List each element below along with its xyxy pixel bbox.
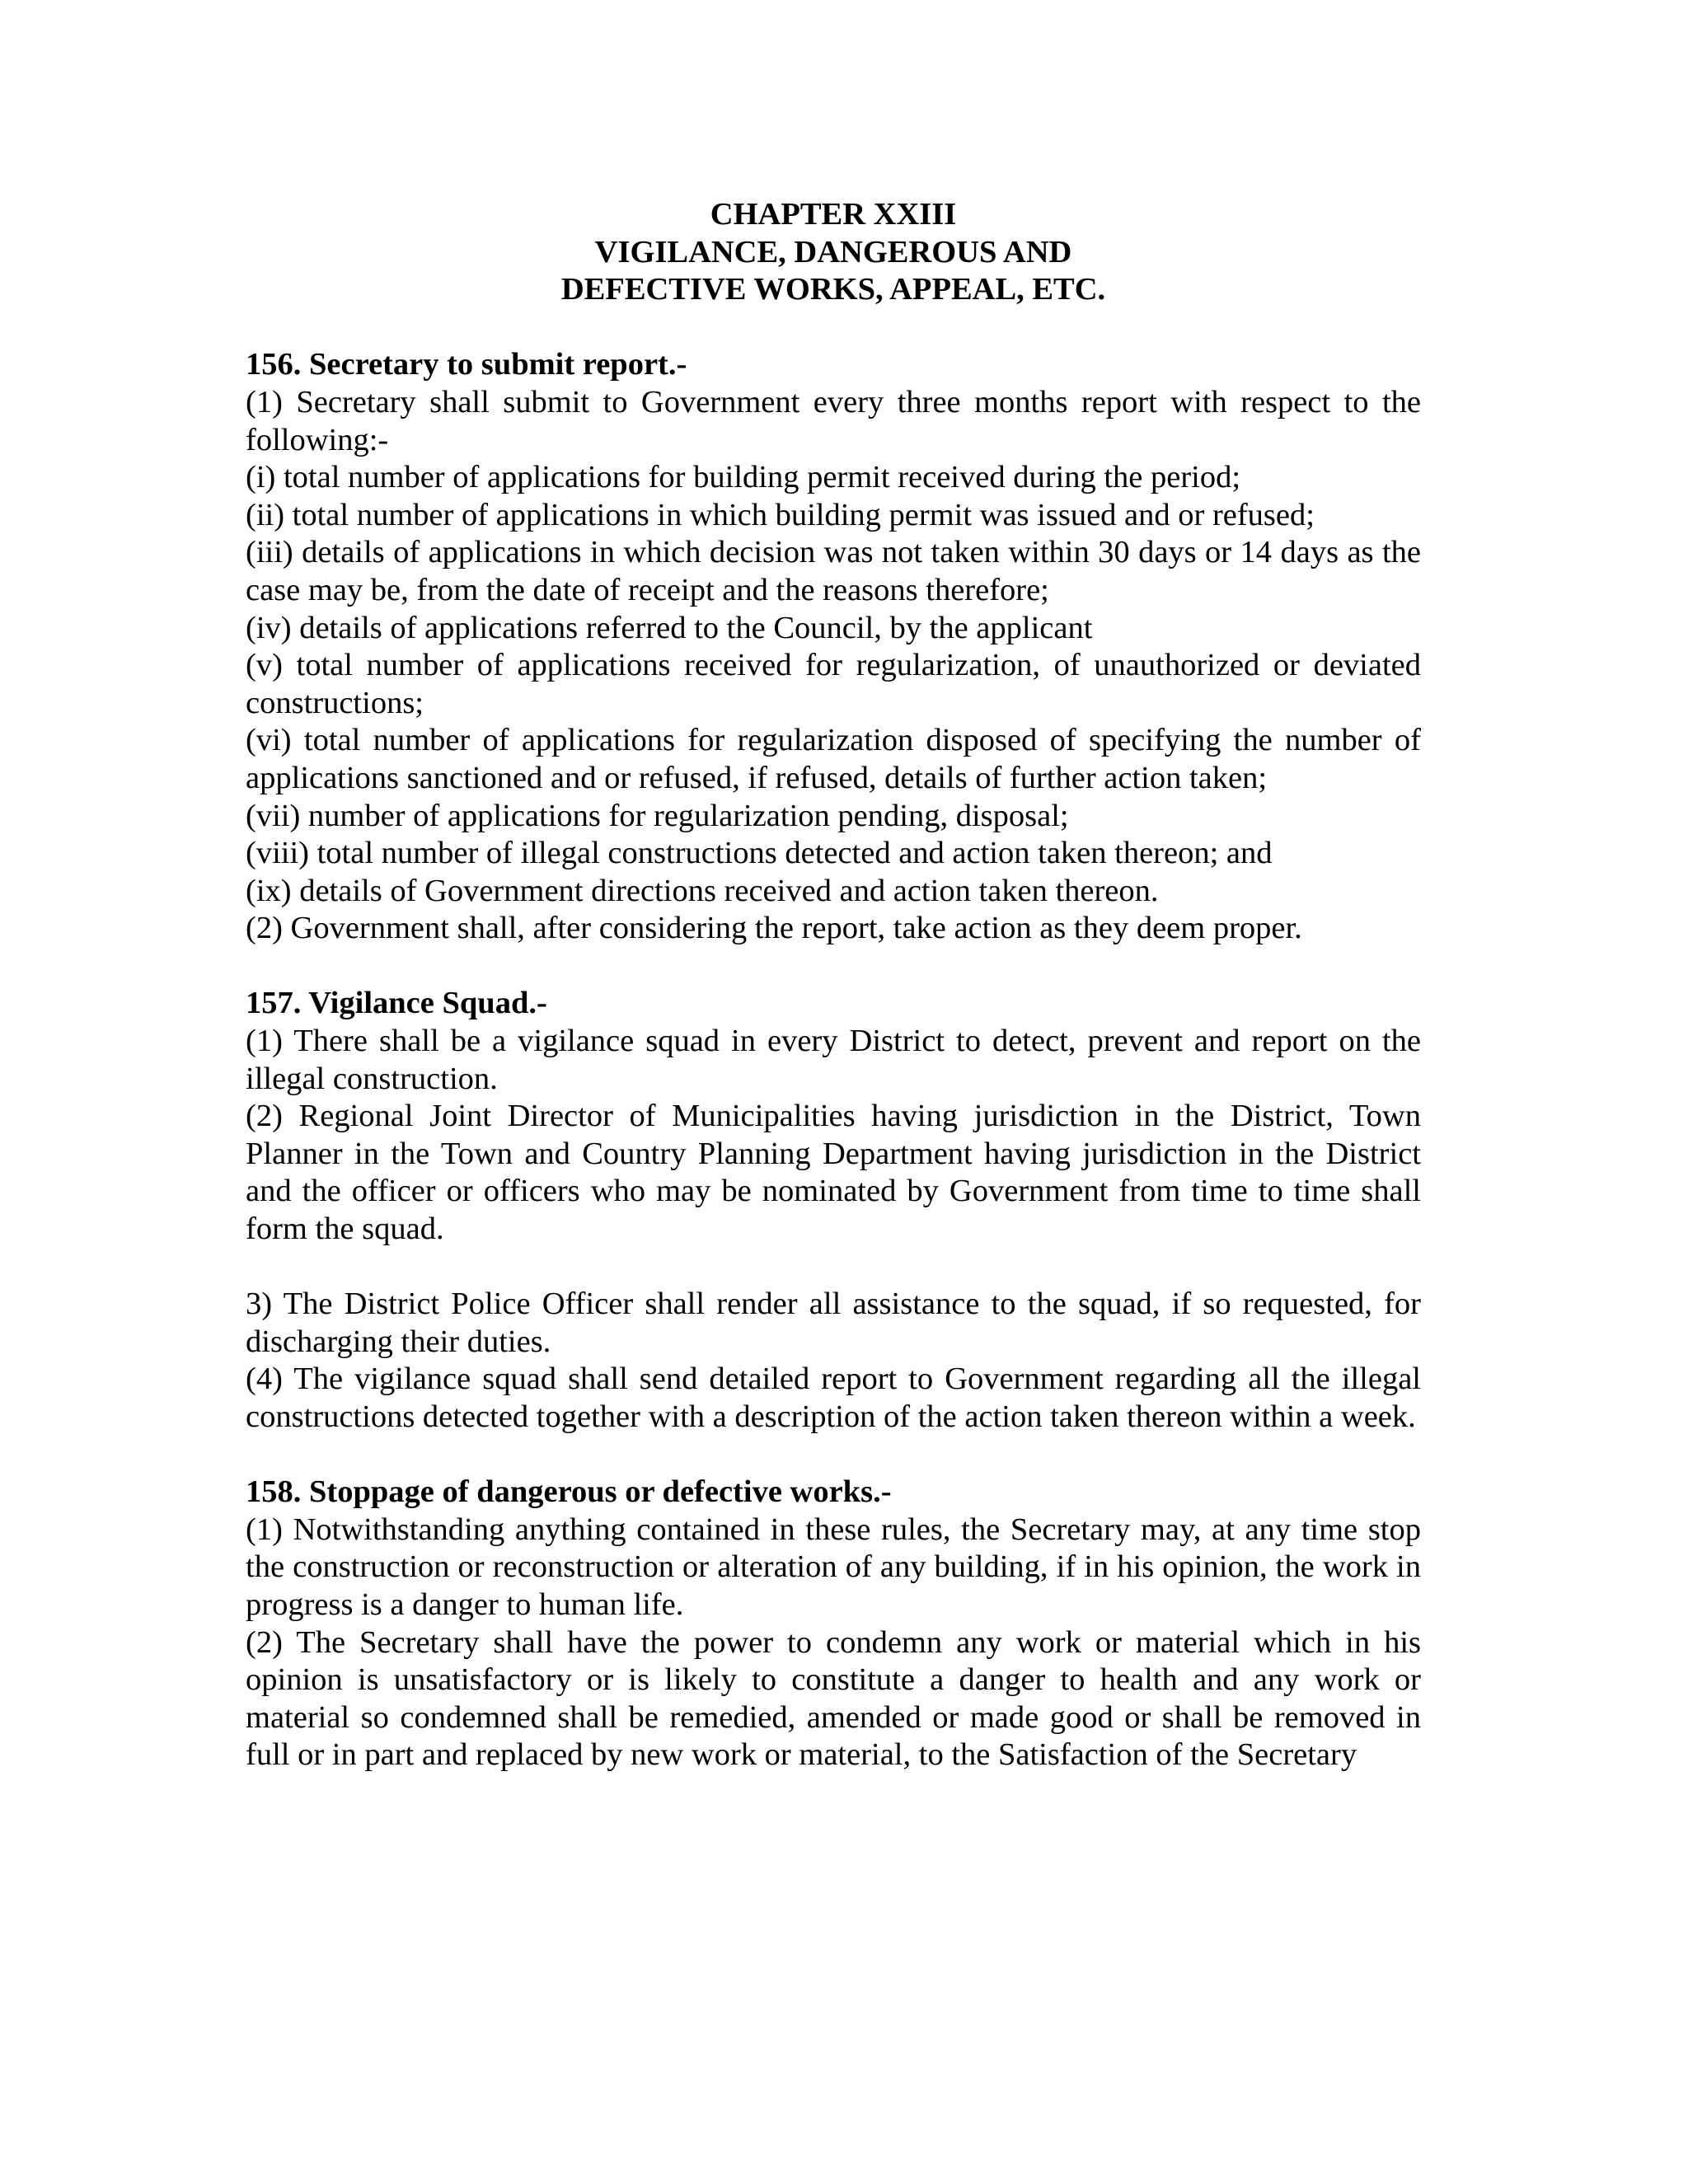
chapter-title-line-2: DEFECTIVE WORKS, APPEAL, ETC. <box>560 272 1106 307</box>
paragraph: (1) Secretary shall submit to Government every three months report with respect to the following:- <box>246 384 1421 457</box>
paragraph: (ix) details of Government directions received and action taken thereon. <box>246 873 1159 908</box>
chapter-number: CHAPTER XXIII <box>710 197 957 232</box>
section-158 <box>246 1474 1421 1774</box>
paragraph: (i) total number of applications for building permit received during the period; <box>246 460 1241 495</box>
paragraph: (iv) details of applications referred to the Council, by the applicant <box>246 610 1093 645</box>
paragraph: (2) Regional Joint Director of Municipalities having jurisdiction in the District, Town Planner in the Town and Country Planning Department having jurisdiction in the District and the officer or officers who may be nominated by Government from time to time shall form the squad. <box>246 1099 1421 1247</box>
chapter-title-line-1: VIGILANCE, DANGEROUS AND <box>594 234 1072 269</box>
paragraph: 3) The District Police Officer shall render all assistance to the squad, if so requested, for discharging their duties. <box>246 1286 1421 1359</box>
section-title: 156. Secretary to submit report.- <box>246 347 687 382</box>
document-page <box>246 196 1421 1774</box>
paragraph: (1) Notwithstanding anything contained in these rules, the Secretary may, at any time stop the construction or reconstruction or alteration of any building, if in his opinion, the work in progress is a danger to human life. <box>246 1511 1421 1622</box>
paragraph: (viii) total number of illegal constructions detected and action taken thereon; and <box>246 836 1273 871</box>
paragraph: (vii) number of applications for regularization pending, disposal; <box>246 798 1069 833</box>
paragraph: (4) The vigilance squad shall send detailed report to Government regarding all the illegal constructions detected together with a description of the action taken thereon within a week. <box>246 1361 1421 1434</box>
paragraph: (vi) total number of applications for regularization disposed of specifying the number of applications sanctioned and or refused, if refused, details of further action taken; <box>246 723 1421 795</box>
section-156 <box>246 346 1421 948</box>
paragraph: (2) The Secretary shall have the power to condemn any work or material which in his opinion is unsatisfactory or is likely to constitute a danger to health and any work or material so condemned shall be remedied, amended or made good or shall be removed in full or in part and replaced by new work or material, to the Satisfaction of the Secretary <box>246 1624 1421 1773</box>
spacer <box>246 1249 1421 1286</box>
section-157 <box>246 985 1421 1436</box>
paragraph: (iii) details of applications in which decision was not taken within 30 days or 14 days as the case may be, from the date of receipt and the reasons therefore; <box>246 535 1421 607</box>
paragraph: (1) There shall be a vigilance squad in every District to detect, prevent and report on the illegal construction. <box>246 1024 1421 1096</box>
paragraph: (ii) total number of applications in which building permit was issued and or refused; <box>246 497 1315 532</box>
paragraph: (v) total number of applications received for regularization, of unauthorized or deviated constructions; <box>246 648 1421 720</box>
spacer <box>246 948 1421 986</box>
spacer <box>246 309 1421 347</box>
spacer <box>246 1436 1421 1474</box>
section-title: 157. Vigilance Squad.- <box>246 986 547 1021</box>
paragraph: (2) Government shall, after considering the report, take action as they deem proper. <box>246 911 1302 946</box>
section-title: 158. Stoppage of dangerous or defective works.- <box>246 1474 892 1510</box>
